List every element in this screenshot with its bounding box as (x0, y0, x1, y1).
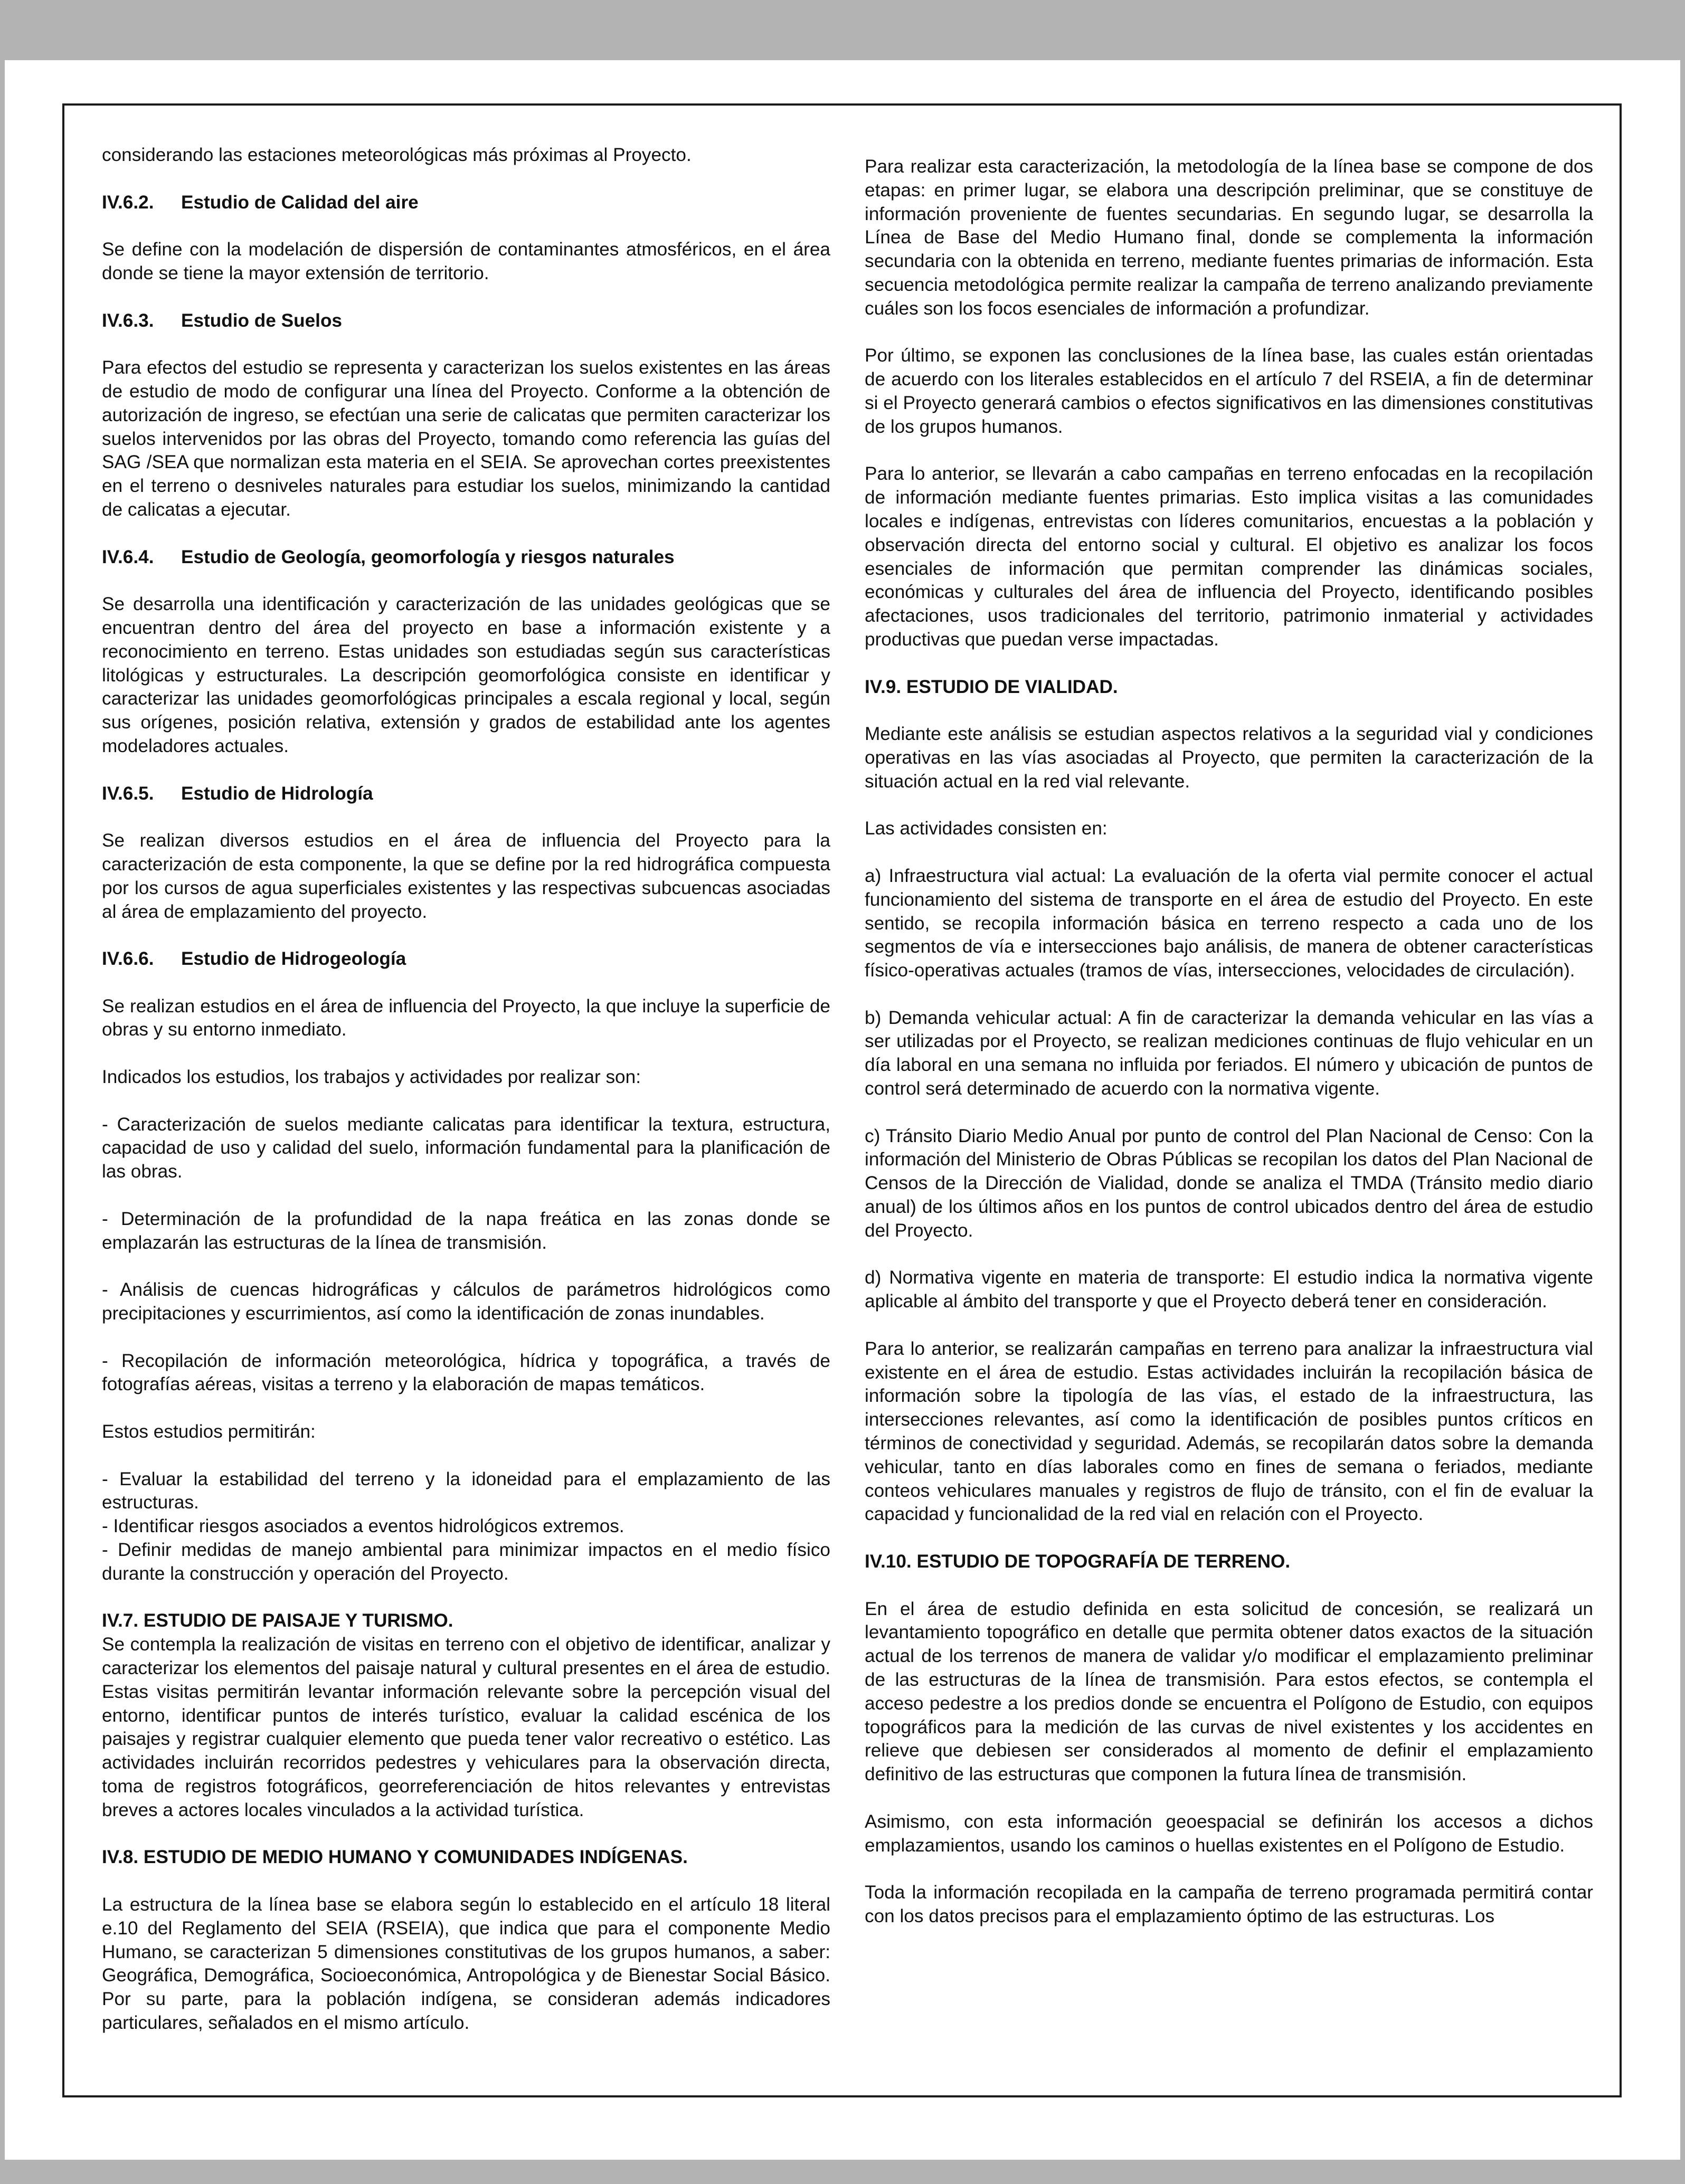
list-item: - Evaluar la estabilidad del terreno y la idoneidad para el emplazamiento de las estructuras. (102, 1468, 830, 1513)
section-heading: IV.9. ESTUDIO DE VIALIDAD. (865, 676, 1118, 697)
section-heading (102, 546, 830, 569)
section-heading: IV.7. ESTUDIO DE PAISAJE Y TURISMO. (102, 1610, 453, 1631)
list-item: - Determinación de la profundidad de la napa freática en las zonas donde se emplazarán las estructuras de la línea de transmisión. (102, 1208, 830, 1253)
list-item: d) Normativa vigente en materia de transporte: El estudio indica la normativa vigente aplicable al ámbito del transporte y que el Proyecto deberá tener en consideración. (865, 1267, 1593, 1312)
paragraph: Para lo anterior, se llevarán a cabo campañas en terreno enfocadas en la recopilación de información mediante fuentes primarias. Esto implica visitas a las comunidades locales e indígenas, entrevistas con líderes comunitarios, encuestas a la población y observación directa del entorno social y cultural. El objetivo es analizar los focos esenciales de información que permitan comprender las dinámicas sociales, económicas y culturales del área de influencia del Proyecto, identificando posibles afectaciones, usos tradicionales del territorio, patrimonio inmaterial y actividades productivas que puedan verse impactadas. (865, 463, 1593, 650)
paragraph: Indicados los estudios, los trabajos y actividades por realizar son: (102, 1067, 641, 1088)
paragraph: En el área de estudio definida en esta solicitud de concesión, se realizará un levantamiento topográfico en detalle que permita obtener datos exactos de la situación actual de los terrenos de manera de validar y/o modificar el emplazamiento preliminar de las estructuras de la línea de transmisión. Para estos efectos, se contempla el acceso pedestre a los predios donde se encuentra el Polígono de Estudio, con equipos topográficos para la medición de las curvas de nivel existentes y los accidentes en relieve que debiesen ser considerados al momento de definir el emplazamiento definitivo de las estructuras que componen la futura línea de transmisión. (865, 1598, 1593, 1785)
section-number: IV.6.3. (102, 310, 154, 331)
paragraph: Por último, se exponen las conclusiones de la línea base, las cuales están orientadas de acuerdo con los literales establecidos en el artículo 7 del RSEIA, a fin de determinar si el Proyecto generará cambios o efectos significativos en las dimensiones constitutivas de los grupos humanos. (865, 345, 1593, 437)
paragraph: Asimismo, con esta información geoespacial se definirán los accesos a dichos emplazamientos, usando los caminos o huellas existentes en el Polígono de Estudio. (865, 1811, 1593, 1856)
section-heading (102, 191, 830, 215)
paragraph: Las actividades consisten en: (865, 818, 1107, 839)
paragraph: Se desarrolla una identificación y caracterización de las unidades geológicas que se encuentran dentro del área del proyecto en base a información existente y a reconocimiento en terreno. Estas unidades son estudiadas según sus características litológicas y estructurales. La descripción geomorfológica consiste en identificar y caracterizar las unidades geomorfológicas principales a escala regional y local, según sus orígenes, posición relativa, extensión y grados de estabilidad ante los agentes modeladores actuales. (102, 594, 830, 756)
section-number: IV.6.5. (102, 783, 154, 804)
right-column (865, 155, 1593, 1929)
paragraph: Se realizan diversos estudios en el área de influencia del Proyecto para la caracterización de esta componente, la que se define por la red hidrográfica compuesta por los cursos de agua superficiales existentes y las respectivas subcuencas asociadas al área de emplazamiento del proyecto. (102, 830, 830, 922)
section-heading (102, 947, 830, 971)
list-item: a) Infraestructura vial actual: La evaluación de la oferta vial permite conocer el actual funcionamiento del sistema de transporte en el área de estudio del Proyecto. En este sentido, se recopila información básica en terreno respecto a cada uno de los segmentos de vía e intersecciones bajo análisis, de manera de obtener características físico-operativas actuales (tramos de vías, intersecciones, velocidades de circulación). (865, 865, 1593, 981)
list-item: - Recopilación de información meteorológica, hídrica y topográfica, a través de fotografías aéreas, visitas a terreno y la elaboración de mapas temáticos. (102, 1350, 830, 1395)
paragraph: Se contempla la realización de visitas en terreno con el objetivo de identificar, analizar y caracterizar los elementos del paisaje natural y cultural presentes en el área de estudio. Estas visitas permitirán levantar información relevante sobre la percepción visual del entorno, identificar puntos de interés turístico, evaluar la calidad escénica de los paisajes y registrar cualquier elemento que pueda tener valor recreativo o estético. Las actividades incluirán recorridos pedestres y vehiculares para la observación directa, toma de registros fotográficos, georreferenciación de hitos relevantes y entrevistas breves a actores locales vinculados a la actividad turística. (102, 1634, 830, 1820)
paragraph: Para efectos del estudio se representa y caracterizan los suelos existentes en las áreas de estudio de modo de configurar una línea del Proyecto. Conforme a la obtención de autorización de ingreso, se efectúan una serie de calicatas que permiten caracterizar los suelos intervenidos por las obras del Proyecto, tomando como referencia las guías del SAG /SEA que normalizan esta materia en el SEIA. Se aprovechan cortes preexistentes en el terreno o desniveles naturales para estudiar los suelos, minimizando la cantidad de calicatas a ejecutar. (102, 357, 830, 520)
section-heading: IV.8. ESTUDIO DE MEDIO HUMANO Y COMUNIDADES INDÍGENAS. (102, 1847, 688, 1868)
section-number: IV.6.4. (102, 546, 154, 567)
list-item: - Identificar riesgos asociados a eventos hidrológicos extremos. (102, 1516, 624, 1537)
paragraph: considerando las estaciones meteorológicas más próximas al Proyecto. (102, 145, 692, 165)
paragraph: Se realizan estudios en el área de influencia del Proyecto, la que incluye la superficie de obras y su entorno inmediato. (102, 995, 830, 1040)
section-title: Estudio de Suelos (181, 310, 343, 331)
paragraph: Para lo anterior, se realizarán campañas en terreno para analizar la infraestructura vial existente en el área de estudio. Estas actividades incluirán la recopilación básica de información sobre la tipología de las vías, el estado de la infraestructura, las intersecciones relevantes, así como la identificación de posibles puntos críticos en términos de conectividad y seguridad. Además, se recopilarán datos sobre la demanda vehicular, tanto en días laborales como en fines de semana o feriados, mediante conteos vehiculares manuales y registros de flujo de tránsito, con el fin de evaluar la capacidad y funcionalidad de la red vial en relación con el Proyecto. (865, 1338, 1593, 1525)
section-heading (102, 782, 830, 806)
document-page (5, 60, 1680, 2160)
paragraph: Para realizar esta caracterización, la metodología de la línea base se compone de dos etapas: en primer lugar, se elabora una descripción preliminar, que se constituye de información proveniente de fuentes secundarias. En segundo lugar, se desarrolla la Línea de Base del Medio Humano final, donde se complementa la información secundaria con la obtenida en terreno, mediante fuentes primarias de información. Esta secuencia metodológica permite realizar la campaña de terreno analizando previamente cuáles son los focos esenciales de información a profundizar. (865, 156, 1593, 319)
left-column (102, 144, 830, 2059)
list-item: - Análisis de cuencas hidrográficas y cálculos de parámetros hidrológicos como precipitaciones y escurrimientos, así como la identificación de zonas inundables. (102, 1279, 830, 1324)
section-title: Estudio de Calidad del aire (181, 192, 419, 213)
section-heading (102, 309, 830, 333)
list-item: - Definir medidas de manejo ambiental para minimizar impactos en el medio físico durante la construcción y operación del Proyecto. (102, 1540, 830, 1584)
list-item: c) Tránsito Diario Medio Anual por punto de control del Plan Nacional de Censo: Con la información del Ministerio de Obras Públicas se recopilan los datos del Plan Nacional de Censos de la Dirección de Vialidad, donde se analiza el TMDA (Tránsito medio diario anual) de los últimos años en los puntos de control ubicados dentro del área de estudio del Proyecto. (865, 1125, 1593, 1241)
section-title: Estudio de Hidrogeología (181, 948, 406, 970)
paragraph: Mediante este análisis se estudian aspectos relativos a la seguridad vial y condiciones operativas en las vías asociadas al Proyecto, que permiten la caracterización de la situación actual en la red vial relevante. (865, 724, 1593, 792)
section-title: Estudio de Hidrología (181, 783, 373, 804)
section-number: IV.6.6. (102, 948, 154, 970)
paragraph: Toda la información recopilada en la campaña de terreno programada permitirá contar con los datos precisos para el emplazamiento óptimo de las estructuras. Los (865, 1882, 1593, 1926)
section-title: Estudio de Geología, geomorfología y riesgos naturales (181, 546, 675, 567)
list-item: b) Demanda vehicular actual: A fin de caracterizar la demanda vehicular en las vías a ser utilizadas por el Proyecto, se realizan mediciones continuas de flujo vehicular en un día laboral en una semana no influida por feriados. El número y ubicación de puntos de control será determinado de acuerdo con la normativa vigente. (865, 1007, 1593, 1099)
paragraph: Estos estudios permitirán: (102, 1421, 316, 1442)
paragraph: Se define con la modelación de dispersión de contaminantes atmosféricos, en el área donde se tiene la mayor extensión de territorio. (102, 239, 830, 283)
section-heading: IV.10. ESTUDIO DE TOPOGRAFÍA DE TERRENO. (865, 1551, 1291, 1572)
paragraph: La estructura de la línea base se elabora según lo establecido en el artículo 18 literal e.10 del Reglamento del SEIA (RSEIA), que indica que para el componente Medio Humano, se caracterizan 5 dimensiones constitutivas de los grupos humanos, a saber: Geográfica, Demográfica, Socioeconómica, Antropológica y de Bienestar Social Básico. Por su parte, para la población indígena, se consideran además indicadores particulares, señalados en el mismo artículo. (102, 1894, 830, 2033)
section-number: IV.6.2. (102, 192, 154, 213)
list-item: - Caracterización de suelos mediante calicatas para identificar la textura, estructura, capacidad de uso y calidad del suelo, información fundamental para la planificación de las obras. (102, 1114, 830, 1182)
